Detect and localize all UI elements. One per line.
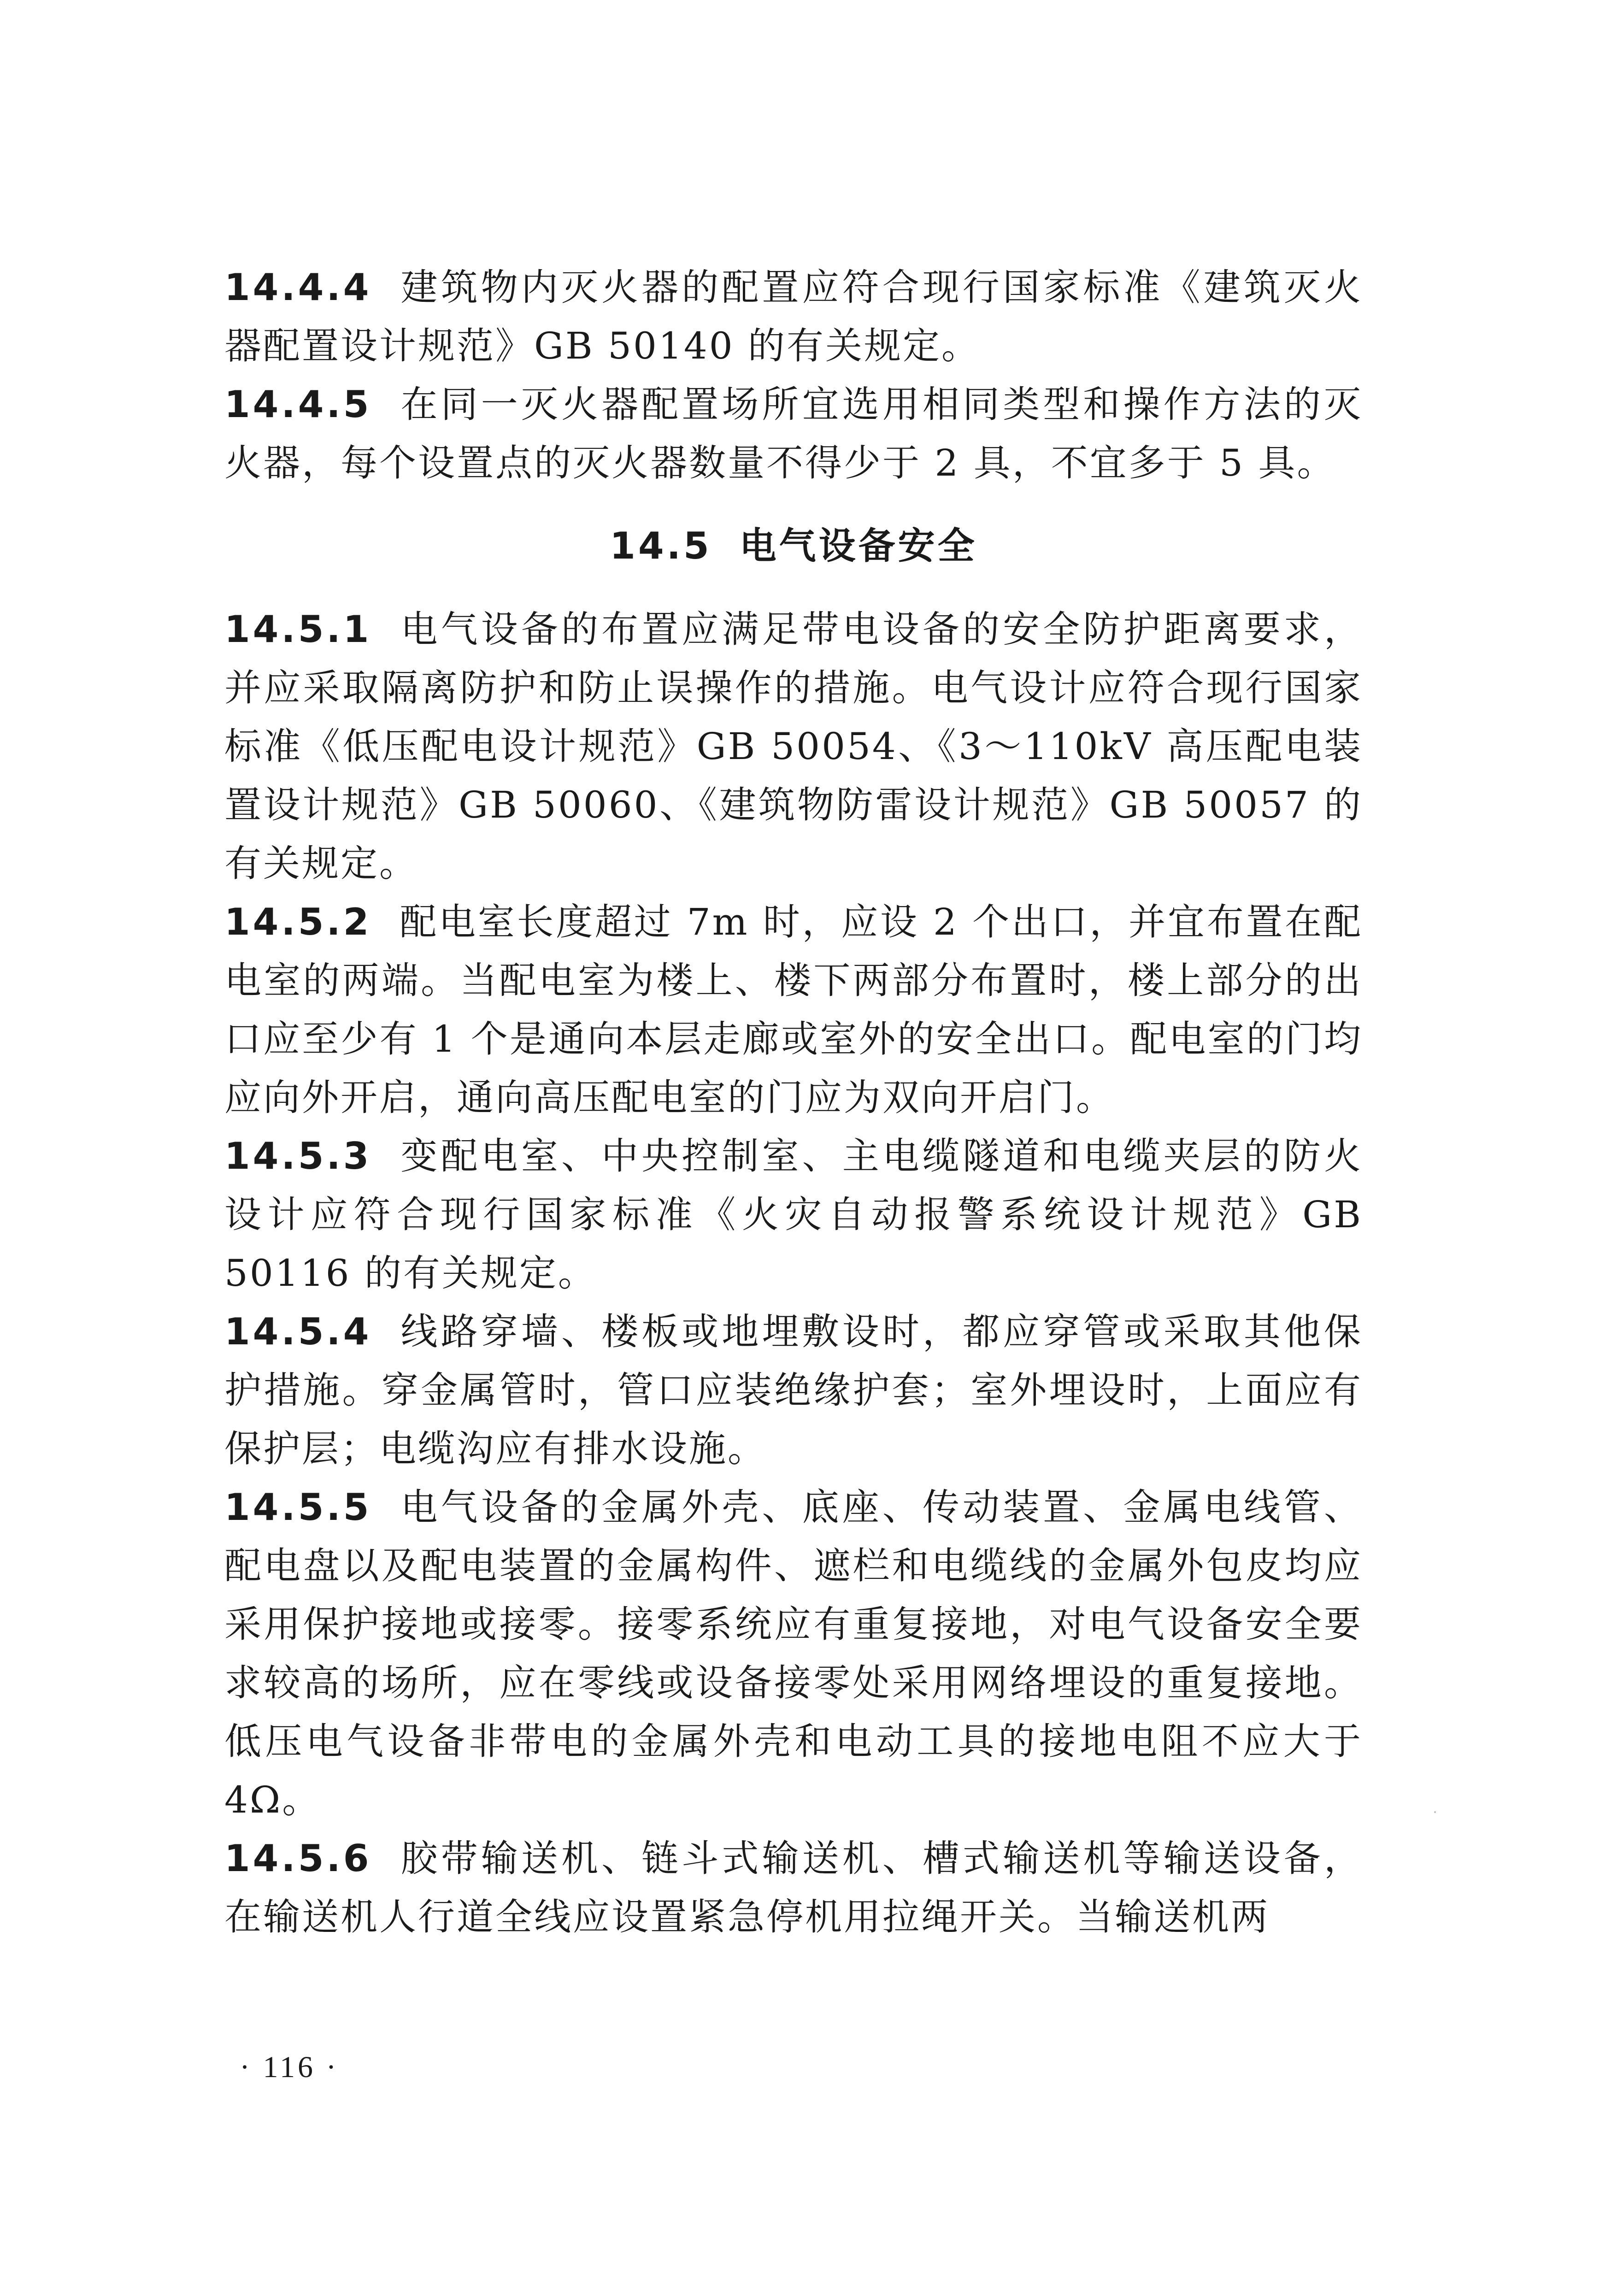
- section-title: 电气设备安全: [739, 524, 977, 567]
- clause-text: 变配电室、中央控制室、主电缆隧道和电缆夹层的防火设计应符合现行国家标准《火灾自动报警系统设计规范》GB 50116 的有关规定。: [224, 1135, 1363, 1295]
- clause-number: 14.5.6: [224, 1837, 372, 1880]
- clause-text: 胶带输送机、链斗式输送机、槽式输送机等输送设备，在输送机人行道全线应设置紧急停机用拉绳开关。当输送机两: [224, 1837, 1363, 1938]
- clause-text: 建筑物内灭火器的配置应符合现行国家标准《建筑灭火器配置设计规范》GB 50140 的有关规定。: [224, 266, 1363, 367]
- clause-14-5-6: [224, 1829, 1363, 1946]
- clause-number: 14.5.5: [224, 1486, 372, 1529]
- scan-speck: [1434, 1811, 1436, 1813]
- clause-14-4-5: [224, 375, 1363, 492]
- clause-text: 在同一灭火器配置场所宜选用相同类型和操作方法的灭火器，每个设置点的灭火器数量不得少于 2 具，不宜多于 5 具。: [224, 383, 1363, 484]
- clause-14-5-4: [224, 1302, 1363, 1478]
- section-heading: [224, 516, 1363, 576]
- section-number: 14.5: [610, 524, 712, 567]
- clause-14-5-1: [224, 600, 1363, 893]
- clause-text: 配电室长度超过 7m 时，应设 2 个出口，并宜布置在配电室的两端。当配电室为楼上、楼下两部分布置时，楼上部分的出口应至少有 1 个是通向本层走廊或室外的安全出口。配电室的门均应向外开启，通向高压配电室的门应为双向开启门。: [224, 901, 1363, 1119]
- clause-number: 14.5.2: [224, 901, 372, 943]
- clause-number: 14.4.4: [224, 266, 372, 309]
- clause-number: 14.5.4: [224, 1310, 372, 1353]
- clause-text: 电气设备的金属外壳、底座、传动装置、金属电线管、配电盘以及配电装置的金属构件、遮栏和电缆线的金属外包皮均应采用保护接地或接零。接零系统应有重复接地，对电气设备安全要求较高的场所，应在零线或设备接零处采用网络埋设的重复接地。低压电气设备非带电的金属外壳和电动工具的接地电阻不应大于 4Ω。: [224, 1486, 1363, 1821]
- clause-14-5-5: [224, 1478, 1363, 1829]
- clause-number: 14.4.5: [224, 383, 372, 426]
- clause-text: 线路穿墙、楼板或地埋敷设时，都应穿管或采取其他保护措施。穿金属管时，管口应装绝缘护套；室外埋设时，上面应有保护层；电缆沟应有排水设施。: [224, 1310, 1363, 1470]
- clause-number: 14.5.3: [224, 1135, 372, 1177]
- clause-14-4-4: [224, 258, 1363, 375]
- clause-14-5-3: [224, 1127, 1363, 1302]
- page-number: · 116 ·: [240, 2050, 339, 2084]
- clause-14-5-2: [224, 893, 1363, 1127]
- clause-number: 14.5.1: [224, 608, 372, 651]
- page-body: [224, 258, 1363, 1946]
- clause-text: 电气设备的布置应满足带电设备的安全防护距离要求，并应采取隔离防护和防止误操作的措施。电气设计应符合现行国家标准《低压配电设计规范》GB 50054、《3～110kV 高压配电装置设计规范》GB 50060、《建筑物防雷设计规范》GB 50057 的有关规定。: [224, 608, 1363, 885]
